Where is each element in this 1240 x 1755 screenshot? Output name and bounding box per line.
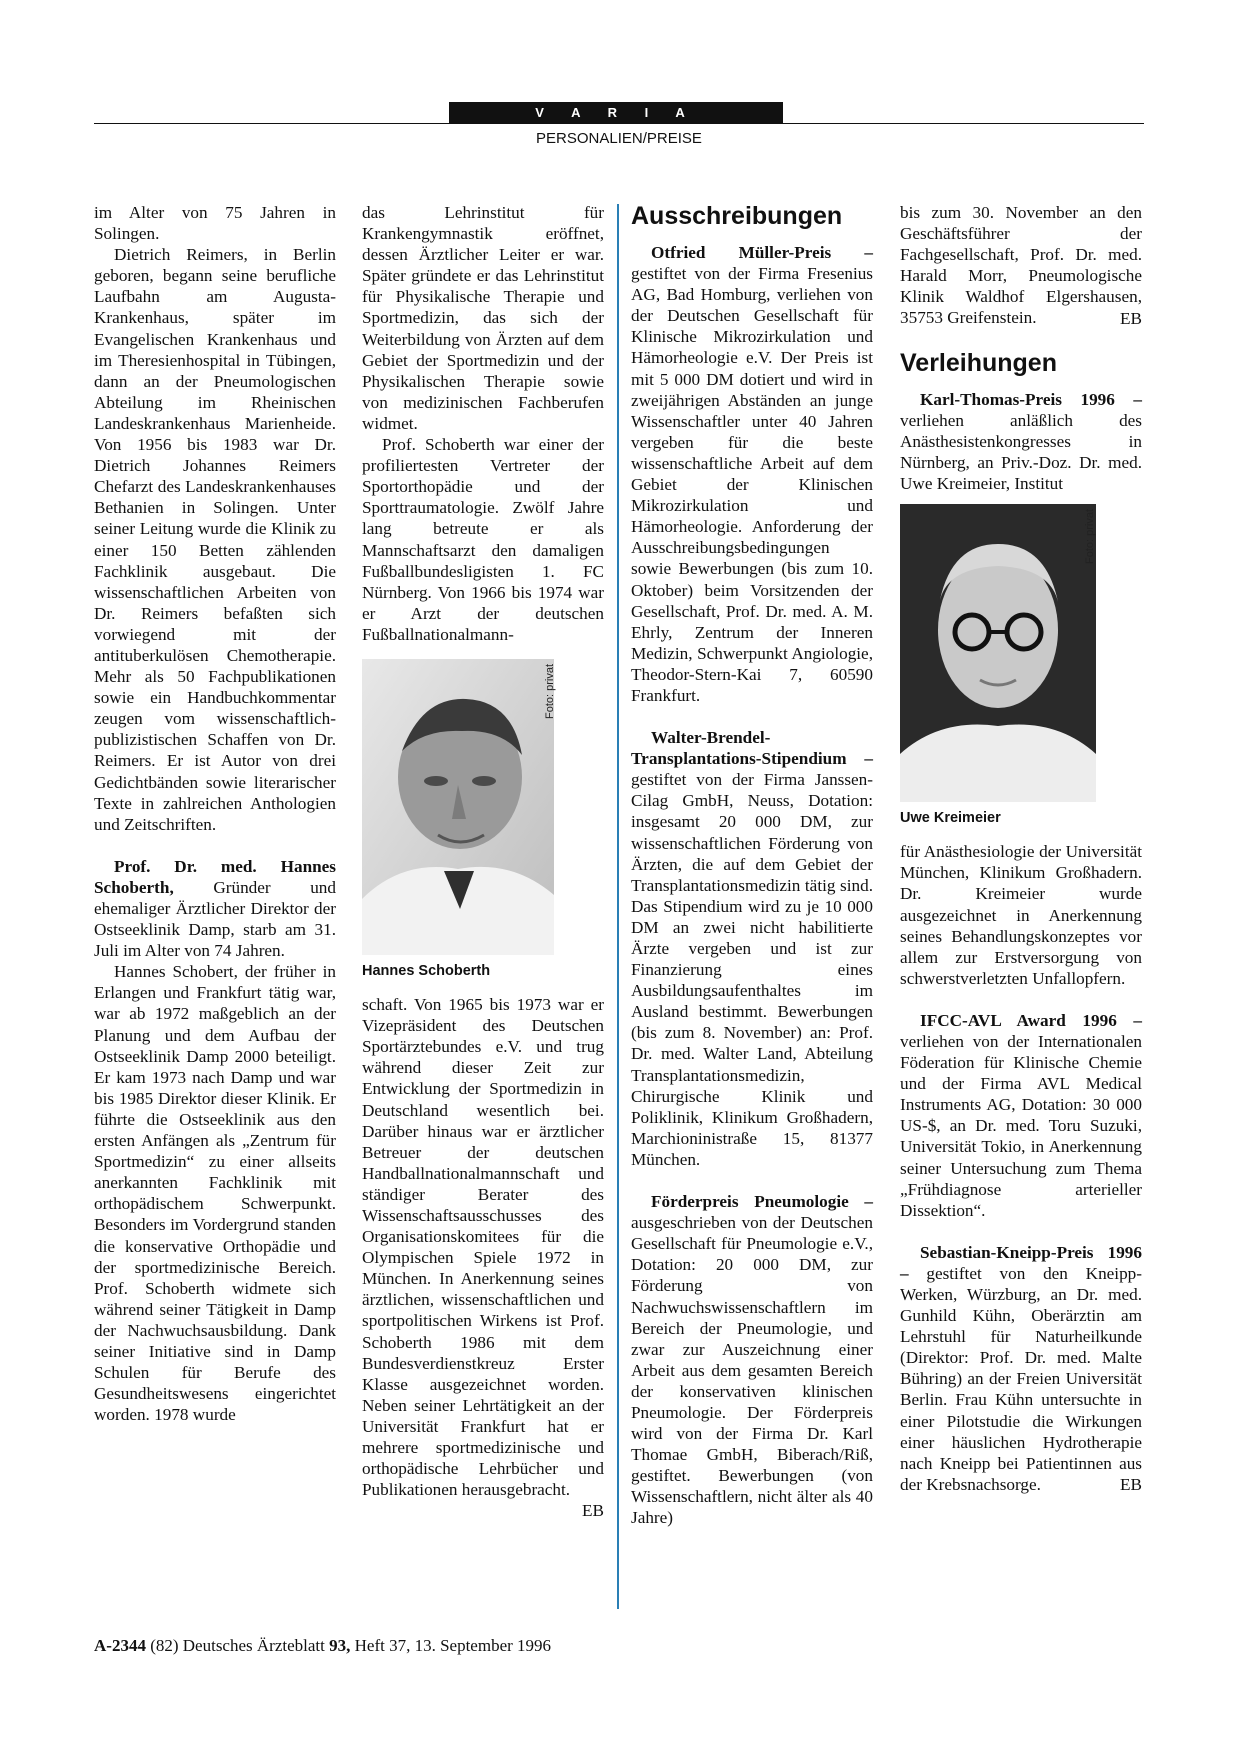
section-band: V A R I A [449, 102, 783, 124]
award-item [900, 1010, 1142, 1221]
photo-caption: Uwe Kreimeier [900, 810, 1001, 827]
column-4 [900, 202, 1142, 1495]
award-text: gestiftet von den Kneipp-Werken, Würzburg, an Dr. med. Gunhild Kühn, Oberärztin am Lehrstuhl für Naturheilkunde (Direktor: Prof. Dr. med. Malte Bühring) an der Freien Universität Berlin. Frau Kühn untersuchte in einer Pilotstudie die Wirkungen einer häuslichen Hydrotherapie nach Kneipp bei Patientinnen aus der Krebsnachsorge. [900, 1263, 1142, 1494]
award-text: verliehen anläßlich des Anästhesistenkongresses in Nürnberg, an Priv.-Doz. Dr. med. Uwe Kreimeier, Institut [900, 410, 1142, 494]
paragraph: das Lehrinstitut für Krankengymnastik eröffnet, dessen Ärztlicher Leiter er war. Später gründete er das Lehrinstitut für Physikalische Therapie und Sportmedizin, das sich der Weiterbildung von Ärzten auf dem Gebiet der Sportmedizin und der Physikalischen Therapie sowie von medizinischen Fachberufen widmet. [362, 203, 604, 433]
author-sign: EB [582, 1501, 604, 1521]
paragraph: Prof. Schoberth war einer der profiliertesten Vertreter der Sportorthopädie und der Sporttraumatologie. Zwölf Jahre lang betreute er als Mannschaftsarzt den damaligen Fußballbundesligisten 1. FC Nürnberg. Von 1966 bis 1974 war er Arzt der deutschen Fußballnationalmann- [362, 435, 604, 644]
column-3 [631, 202, 873, 1529]
call-item [631, 1191, 873, 1529]
section-heading-verleihungen: Verleihungen [900, 348, 1057, 377]
paragraph: im Alter von 75 Jahren in Solingen. [94, 203, 336, 244]
portrait-image [362, 659, 554, 955]
footer-journal: (82) Deutsches Ärzteblatt [145, 1636, 330, 1655]
photo-credit: Foto: privat [1084, 509, 1096, 565]
column-1 [94, 202, 336, 1425]
column-divider [617, 204, 619, 1609]
footer-volume: 93, [329, 1636, 351, 1655]
paragraph: Hannes Schobert, der früher in Erlangen und Frankfurt tätig war, war ab 1972 maßgeblich an der Planung und dem Aufbau der Ostseeklinik Damp 2000 beteiligt. Er kam 1973 nach Damp und war bis 1985 Direktor dieser Klinik. Er führte die Ostseeklinik aus den ersten Anfängen als „Zentrum für Sportmedizin“ zu einer allseits anerkannten Fachklinik mit orthopädischem Schwerpunkt. Besonders im Vordergrund standen die konservative Orthopädie und der sportmedizinische Bereich. Prof. Schoberth widmete sich während seiner Tätigkeit in Damp der Nachwuchsausbildung. Dank seiner Initiative sind in Damp Schulen für Berufe des Gesundheitswesens eingerichtet worden. 1978 wurde [94, 962, 336, 1425]
obituary-intro [94, 856, 336, 961]
section-heading-ausschreibungen: Ausschreibungen [631, 202, 843, 230]
paragraph-text: Gründer und ehemaliger Ärztlicher Direktor der Ostseeklinik Damp, starb am 31. Juli im Alter von 74 Jahren. [94, 877, 336, 961]
portrait-photo-kreimeier [900, 504, 1096, 802]
paragraph: schaft. Von 1965 bis 1973 war er Vizepräsident des Deutschen Sportärztebundes e.V. und trug während dieser Zeit zur Entwicklung der Sportmedizin in Deutschland wesentlich bei. Darüber hinaus war er ärztlicher Betreuer der deutschen Handballnationalmannschaft und ständiger Berater des Wissenschaftsausschusses des Organisationskomitees für die Olympischen Spiele 1972 in München. In Anerkennung seines ärztlichen, wissenschaftlichen und sportpolitischen Wirkens ist Prof. Schoberth 1986 mit dem Bundesverdienstkreuz Erster Klasse ausgezeichnet worden. Neben seiner Lehrtätigkeit an der Universität Frankfurt hat er mehrere sportmedizinische und orthopädische Lehrbücher und Publikationen herausgebracht. [362, 995, 604, 1500]
award-item [900, 1242, 1142, 1495]
award-title: Förderpreis Pneumologie – [651, 1192, 873, 1212]
portrait-photo-schoberth [362, 659, 554, 955]
paragraph: für Anästhesiologie der Universität München, Klinikum Großhadern. Dr. Kreimeier wurde ausgezeichnet in Anerkennung seines Behandlungskonzeptes vor allem zur Erstversorgung von schwerstverletzten Unfallopfern. [900, 842, 1142, 988]
footer-issue: Heft 37, 13. September 1996 [350, 1636, 552, 1655]
award-text: gestiftet von der Firma Fresenius AG, Bad Homburg, verliehen von der Deutschen Gesellschaft für Klinische Mikrozirkulation und Hämorheologie e.V. Der Preis ist mit 5 000 DM dotiert und wird in zweijährigen Abständen an junge Wissenschaftler unter 40 Jahren vergeben für die beste wissenschaftliche Arbeit auf dem Gebiet der Klinischen Mikrozirkulation und Hämorheologie. Anforderung der Ausschreibungsbedingungen sowie Bewerbungen (bis zum 10. Oktober) beim Vorsitzenden der Gesellschaft, Prof. Dr. med. A. M. Ehrly, Zentrum der Inneren Medizin, Schwerpunkt Angiologie, Theodor-Stern-Kai 7, 60590 Frankfurt. [631, 264, 873, 705]
photo-credit: Foto: privat [544, 663, 556, 719]
author-sign: EB [1120, 308, 1142, 328]
page-footer [94, 1636, 551, 1656]
award-text: gestiftet von der Firma Janssen-Cilag GmbH, Neuss, Dotation: insgesamt 20 000 DM, zur wissenschaftlichen Förderung von Ärzten, die auf dem Gebiet der Transplantationsmedizin tätig sind. Das Stipendium wird zu je 10 000 DM an zwei nicht habilitierte Ärzte vergeben und ist zur Finanzierung eines Ausbildungsaufenthaltes im Ausland bestimmt. Bewerbungen (bis zum 8. November) an: Prof. Dr. med. Walter Land, Abteilung Transplantationsmedizin, Chirurgische Klinik und Poliklinik, Klinikum Großhadern, Marchioninistraße 15, 81377 München. [631, 770, 873, 1169]
paragraph: bis zum 30. November an den Geschäftsführer der Fachgesellschaft, Prof. Dr. med. Harald Morr, Pneumologische Klinik Waldhof Elgershausen, 35753 Greifenstein. [900, 203, 1142, 328]
award-title: Karl-Thomas-Preis 1996 – [920, 389, 1142, 409]
page-number: A-2344 [94, 1636, 146, 1655]
portrait-image [900, 504, 1096, 802]
section-subtitle: PERSONALIEN/PREISE [536, 130, 702, 147]
award-text: ausgeschrieben von der Deutschen Gesellschaft für Pneumologie e.V., Dotation: 20 000 DM, zur Förderung von Nachwuchswissenschaftlern im Bereich der Pneumologie, und zwar zur Auszeichnung einer Arbeit aus dem gesamten Bereich der konservativen klinischen Pneumologie. Der Förderpreis wird von der Firma Dr. Karl Thomae GmbH, Biberach/Riß, gestiftet. Bewerbungen (von Wissenschaftlern, nicht älter als 40 Jahre) [631, 1213, 873, 1528]
award-title: Otfried Müller-Preis – [651, 243, 873, 262]
photo-caption: Hannes Schoberth [362, 962, 491, 979]
header-rule [94, 123, 1144, 124]
award-text: verliehen von der Internationalen Föderation für Klinische Chemie und der Firma AVL Medical Instruments AG, Dotation: 30 000 US-$, an Dr. med. Toru Suzuki, Universität Tokio, in Anerkennung seiner Untersuchung zum Thema „Frühdiagnose arterieller Dissektion“. [900, 1031, 1142, 1220]
author-sign: EB [1120, 1474, 1142, 1494]
obituary-name: Prof. Dr. med. Hannes Schoberth, [94, 856, 336, 897]
call-item [631, 727, 873, 1170]
award-title: IFCC-AVL Award 1996 – [920, 1010, 1142, 1030]
award-item [900, 389, 1142, 494]
call-item [631, 242, 873, 706]
award-title: Walter-Brendel-Transplantations-Stipendium – [631, 728, 873, 769]
paragraph: Dietrich Reimers, in Berlin geboren, begann seine berufliche Laufbahn am Augusta-Krankenhaus, später im Evangelischen Krankenhaus und im Theresienhospital in Tübingen, dann an der Pneumologischen Abteilung im Rheinischen Landeskrankenhaus Marienheide. Von 1956 bis 1983 war Dr. Dietrich Johannes Reimers Chefarzt des Landeskrankenhauses Bethanien in Solingen. Unter seiner Leitung wurde die Klinik zu einer 150 Betten zählenden Fachklinik ausgebaut. Die wissenschaftlichen Arbeiten von Dr. Reimers befaßten sich vorwiegend mit der antituberkulösen Chemotherapie. Mehr als 50 Fachpublikationen sowie ein Handbuchkommentar zeugen vom wissenschaftlich-publizistischen Schaffen von Dr. Reimers. Er ist Autor von drei Gedichtbänden sowie literarischer Texte in zahlreichen Anthologien und Zeitschriften. [94, 245, 336, 834]
column-2 [362, 202, 604, 1521]
award-title: Sebastian-Kneipp-Preis 1996 – [900, 1242, 1142, 1283]
